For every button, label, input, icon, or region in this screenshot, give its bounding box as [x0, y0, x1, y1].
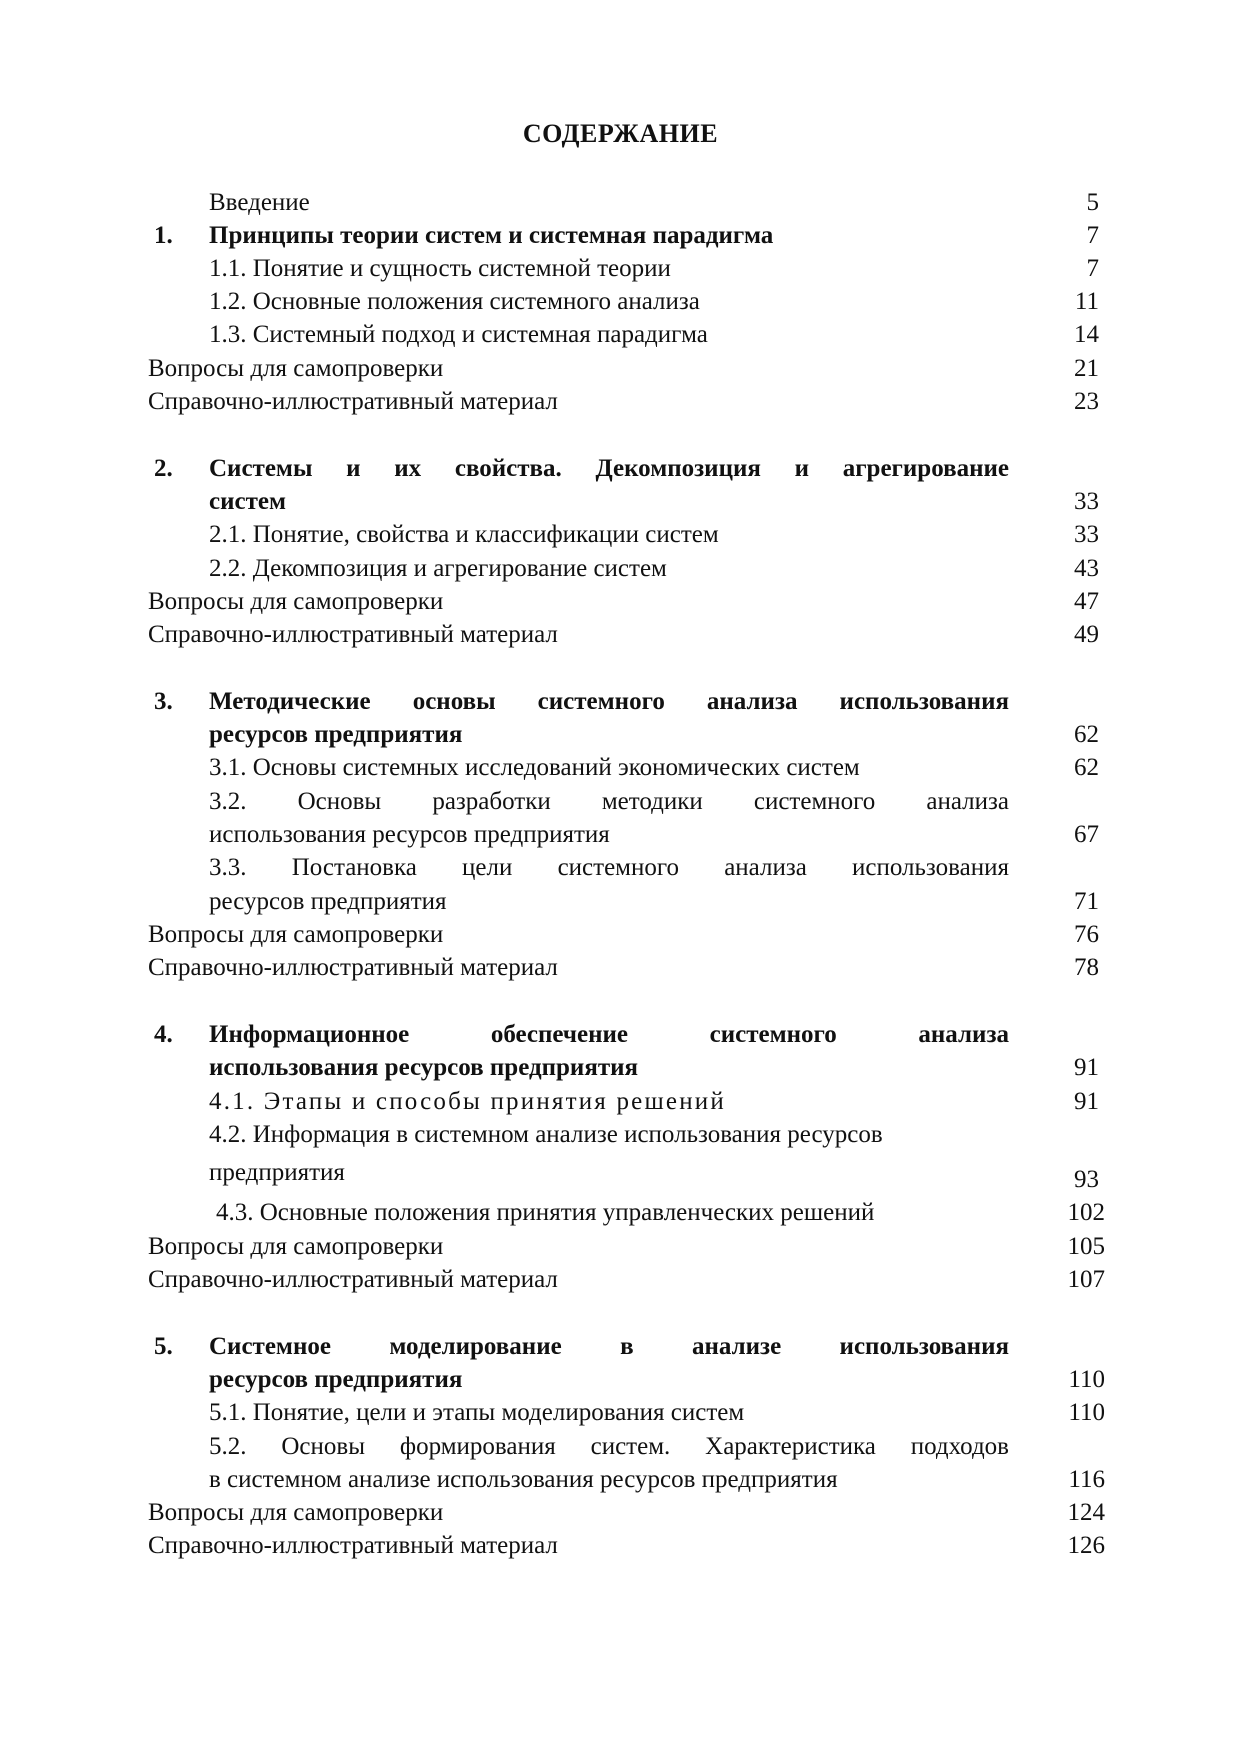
toc-entry-label: Введение — [209, 189, 310, 216]
chapter-2-questions — [0, 585, 1241, 619]
toc-page-number: 7 — [1086, 255, 1099, 282]
toc-page-number: 47 — [1074, 588, 1099, 615]
questions-label: Вопросы для самопроверки — [148, 1499, 444, 1526]
section-1-3 — [0, 318, 1241, 352]
toc-page-number: 78 — [1074, 954, 1099, 981]
chapter-3-questions — [0, 918, 1241, 952]
chapter-title: Системное моделирование в анализе использования — [209, 1333, 1009, 1360]
chapter-title: Системы и их свойства. Декомпозиция и агрегирование — [209, 455, 1009, 482]
toc-page-number: 107 — [1067, 1266, 1105, 1293]
section-3-3-cont — [0, 885, 1241, 919]
page-title: СОДЕРЖАНИЕ — [522, 119, 719, 148]
section-title: 1.1. Понятие и сущность системной теории — [209, 255, 671, 282]
questions-label: Вопросы для самопроверки — [148, 921, 444, 948]
section-title: 2.1. Понятие, свойства и классификации систем — [209, 521, 719, 548]
toc-page-number: 71 — [1074, 888, 1099, 915]
section-4-2 — [0, 1118, 1241, 1152]
section-5-1 — [0, 1396, 1241, 1430]
section-title: использования ресурсов предприятия — [209, 821, 610, 848]
questions-label: Вопросы для самопроверки — [148, 355, 444, 382]
toc-page-number: 62 — [1074, 721, 1099, 748]
section-3-2 — [0, 785, 1241, 819]
questions-label: Вопросы для самопроверки — [148, 1233, 444, 1260]
toc-page-number: 110 — [1068, 1399, 1105, 1426]
chapter-title: Информационное обеспечение системного анализа — [209, 1021, 1009, 1048]
section-3-3 — [0, 851, 1241, 885]
toc-page-number: 105 — [1067, 1233, 1105, 1260]
toc-page-number: 33 — [1074, 521, 1099, 548]
section-5-2-cont — [0, 1463, 1241, 1497]
section-title: 5.2. Основы формирования систем. Характеристика подходов — [209, 1433, 1009, 1460]
chapter-title: ресурсов предприятия — [209, 1366, 463, 1393]
section-title: в системном анализе использования ресурсов предприятия — [209, 1466, 838, 1493]
toc-page-number: 33 — [1074, 488, 1099, 515]
section-1-2 — [0, 285, 1241, 319]
section-3-2-cont — [0, 818, 1241, 852]
section-title: 3.3. Постановка цели системного анализа использования — [209, 854, 1009, 881]
section-4-1 — [0, 1085, 1241, 1119]
toc-page-number: 116 — [1068, 1466, 1105, 1493]
chapter-5-material — [0, 1529, 1241, 1563]
chapter-4-material — [0, 1263, 1241, 1297]
section-title: 4.1. Этапы и способы принятия решений — [209, 1088, 726, 1115]
chapter-5-questions — [0, 1496, 1241, 1530]
toc-page-number: 91 — [1074, 1088, 1099, 1115]
chapter-number: 2. — [154, 455, 173, 482]
section-title: 3.1. Основы системных исследований экономических систем — [209, 754, 860, 781]
section-2-1 — [0, 518, 1241, 552]
chapter-title: Принципы теории систем и системная парадигма — [209, 222, 774, 249]
section-title: 3.2. Основы разработки методики системного анализа — [209, 788, 1009, 815]
toc-page-number: 67 — [1074, 821, 1099, 848]
chapter-4-title-cont — [0, 1051, 1241, 1085]
chapter-2-title — [0, 452, 1241, 486]
chapter-number: 1. — [154, 222, 173, 249]
chapter-number: 3. — [154, 688, 173, 715]
material-label: Справочно-иллюстративный материал — [148, 621, 558, 648]
section-title: 1.2. Основные положения системного анализа — [209, 288, 700, 315]
toc-page-number: 43 — [1074, 555, 1099, 582]
toc-page-number: 126 — [1067, 1532, 1105, 1559]
section-4-3 — [0, 1196, 1241, 1230]
chapter-title: Методические основы системного анализа использования — [209, 688, 1009, 715]
toc-entry-intro — [0, 186, 1241, 220]
section-title: предприятия — [209, 1159, 345, 1186]
toc-page-number: 110 — [1068, 1366, 1105, 1393]
chapter-1-questions — [0, 352, 1241, 386]
section-title: ресурсов предприятия — [209, 888, 447, 915]
toc-page-number: 7 — [1086, 222, 1099, 249]
toc-page-number: 76 — [1074, 921, 1099, 948]
chapter-2-material — [0, 618, 1241, 652]
material-label: Справочно-иллюстративный материал — [148, 1532, 558, 1559]
chapter-1-title — [0, 219, 1241, 253]
material-label: Справочно-иллюстративный материал — [148, 388, 558, 415]
chapter-1-material — [0, 385, 1241, 419]
questions-label: Вопросы для самопроверки — [148, 588, 444, 615]
chapter-3-title — [0, 685, 1241, 719]
chapter-5-title — [0, 1330, 1241, 1364]
chapter-5-title-cont — [0, 1363, 1241, 1397]
toc-page-number: 5 — [1086, 189, 1099, 216]
section-5-2 — [0, 1430, 1241, 1464]
chapter-3-material — [0, 951, 1241, 985]
section-title: 5.1. Понятие, цели и этапы моделирования систем — [209, 1399, 745, 1426]
toc-page-number: 14 — [1074, 321, 1099, 348]
section-title: 4.2. Информация в системном анализе использования ресурсов — [209, 1121, 883, 1148]
toc-page-number: 23 — [1074, 388, 1099, 415]
material-label: Справочно-иллюстративный материал — [148, 1266, 558, 1293]
chapter-4-title — [0, 1018, 1241, 1052]
section-4-2-page — [0, 1163, 1241, 1197]
chapter-4-questions — [0, 1230, 1241, 1264]
material-label: Справочно-иллюстративный материал — [148, 954, 558, 981]
chapter-number: 5. — [154, 1333, 173, 1360]
toc-page-number: 124 — [1067, 1499, 1105, 1526]
chapter-2-title-cont — [0, 485, 1241, 519]
toc-page-number: 102 — [1067, 1199, 1105, 1226]
section-3-1 — [0, 751, 1241, 785]
section-title: 4.3. Основные положения принятия управленческих решений — [216, 1199, 875, 1226]
section-title: 2.2. Декомпозиция и агрегирование систем — [209, 555, 667, 582]
section-1-1 — [0, 252, 1241, 286]
toc-page-number: 11 — [1074, 288, 1099, 315]
section-title: 1.3. Системный подход и системная парадигма — [209, 321, 708, 348]
chapter-title: ресурсов предприятия — [209, 721, 463, 748]
chapter-title: использования ресурсов предприятия — [209, 1054, 639, 1081]
chapter-number: 4. — [154, 1021, 173, 1048]
toc-page-number: 49 — [1074, 621, 1099, 648]
toc-page-number: 93 — [1074, 1166, 1099, 1193]
section-2-2 — [0, 552, 1241, 586]
chapter-3-title-cont — [0, 718, 1241, 752]
toc-page-number: 62 — [1074, 754, 1099, 781]
toc-page-number: 91 — [1074, 1054, 1099, 1081]
chapter-title: систем — [209, 488, 287, 515]
toc-page-number: 21 — [1074, 355, 1099, 382]
